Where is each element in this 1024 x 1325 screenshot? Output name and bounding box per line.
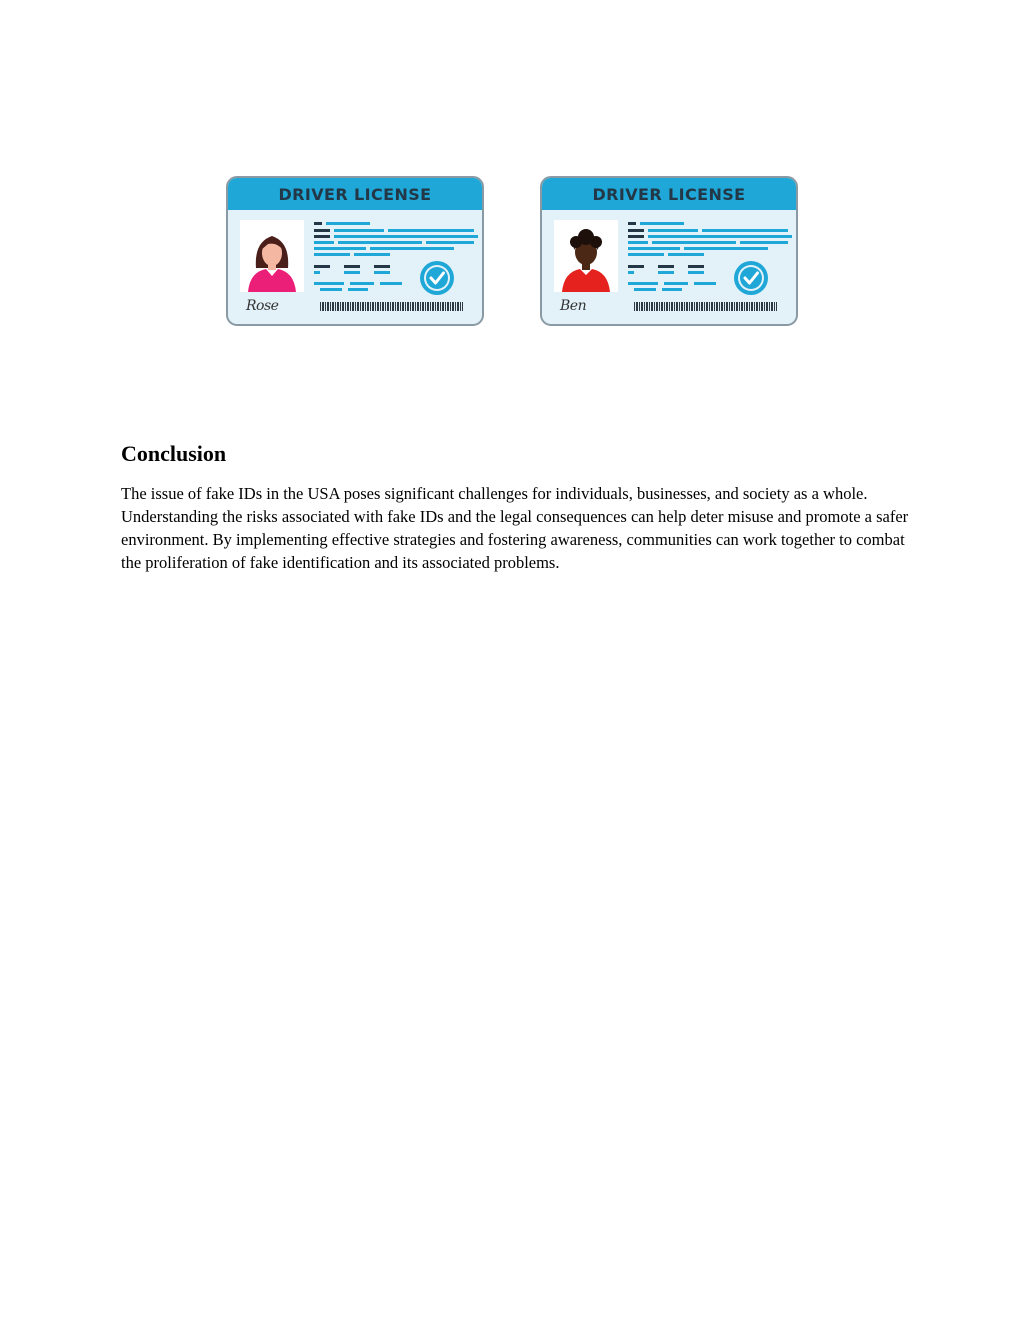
conclusion-paragraph: The issue of fake IDs in the USA poses significant challenges for individuals, businesses, and society as a whole. Understanding the risks associated with fake IDs and the legal consequences can help deter misuse and promote a safer environment. By implementing effective strategies and fostering awareness, communities can work together to combat the proliferation of fake identification and its associated problems.	[121, 484, 909, 572]
barcode	[320, 302, 463, 311]
license-info-lines	[628, 220, 798, 300]
card-header: DRIVER LICENSE	[228, 178, 482, 210]
verified-check-icon	[733, 260, 769, 296]
woman-portrait-icon	[240, 220, 304, 292]
man-portrait-icon	[554, 220, 618, 292]
signature: Rose	[246, 298, 279, 314]
driver-license-card	[540, 176, 798, 326]
signature: Ben	[560, 298, 587, 314]
barcode	[634, 302, 777, 311]
card-header: DRIVER LICENSE	[542, 178, 796, 210]
driver-license-card	[226, 176, 484, 326]
section-heading: Conclusion	[121, 441, 227, 466]
verified-check-icon	[419, 260, 455, 296]
license-info-lines	[314, 220, 484, 300]
